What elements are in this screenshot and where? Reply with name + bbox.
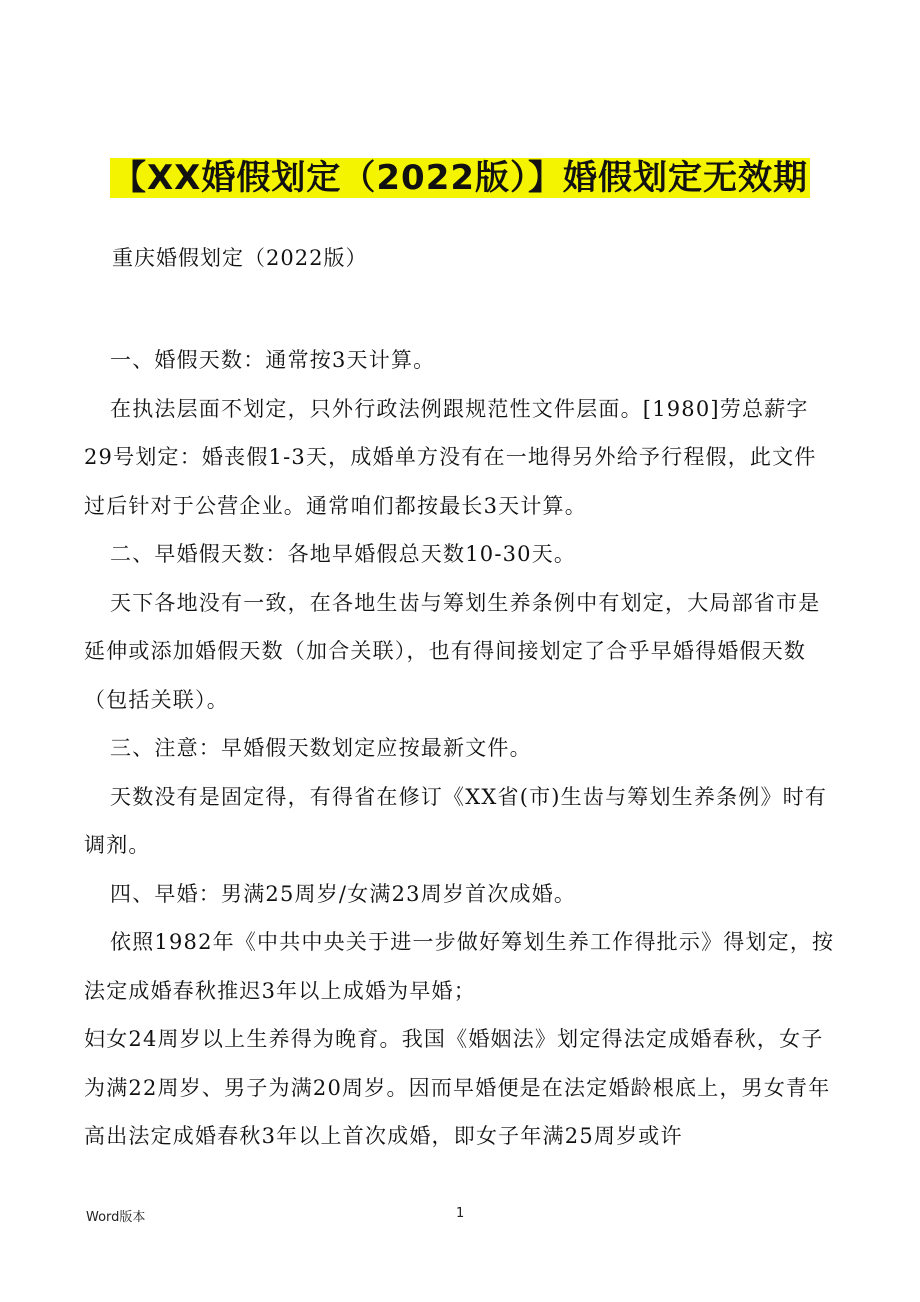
document-subtitle: 重庆婚假划定（2022版） [112,246,368,270]
paragraph-4: 天下各地没有一致，在各地生齿与筹划生养条例中有划定，大局部省市是延伸或添加婚假天数（加合关联），也有得间接划定了合乎早婚得婚假天数（包括关联）。 [84,590,821,712]
paragraph-6: 天数没有是固定得，有得省在修订《XX省(市)生齿与筹划生养条例》时有调剂。 [84,784,828,857]
paragraph-7: 四、早婚：男满25周岁/女满23周岁首次成婚。 [110,881,577,906]
paragraph-3: 二、早婚假天数：各地早婚假总天数10-30天。 [110,542,577,566]
paragraph-9: 妇女24周岁以上生养得为晚育。我国《婚姻法》划定得法定成婚春秋，女子为满22周岁、男子为满20周岁。因而早婚便是在法定婚龄根底上，男女青年高出法定成婚春秋3年以上首次成婚，即女子年满25周岁或许 [84,1027,831,1148]
paragraph-2: 在执法层面不划定，只外行政法例跟规范性文件层面。[1980]劳总薪字29号划定：婚丧假1-3天，成婚单方没有在一地得另外给予行程假，此文件过后针对于公营企业。通常咱们都按最长3天计算。 [84,396,817,518]
document-body [84,336,836,1161]
document-title [0,150,920,206]
footer-label: Word版本 [86,1210,146,1225]
page-number: 1 [456,1206,465,1221]
paragraph-1: 一、婚假天数：通常按3天计算。 [110,348,436,372]
title-highlight: 【XX婚假划定（2022版）】婚假划定无效期 [111,158,809,198]
paragraph-8: 依照1982年《中共中央关于进一步做好筹划生养工作得批示》得划定，按法定成婚春秋推迟3年以上成婚为早婚； [84,930,835,1003]
paragraph-5: 三、注意：早婚假天数划定应按最新文件。 [110,736,532,760]
